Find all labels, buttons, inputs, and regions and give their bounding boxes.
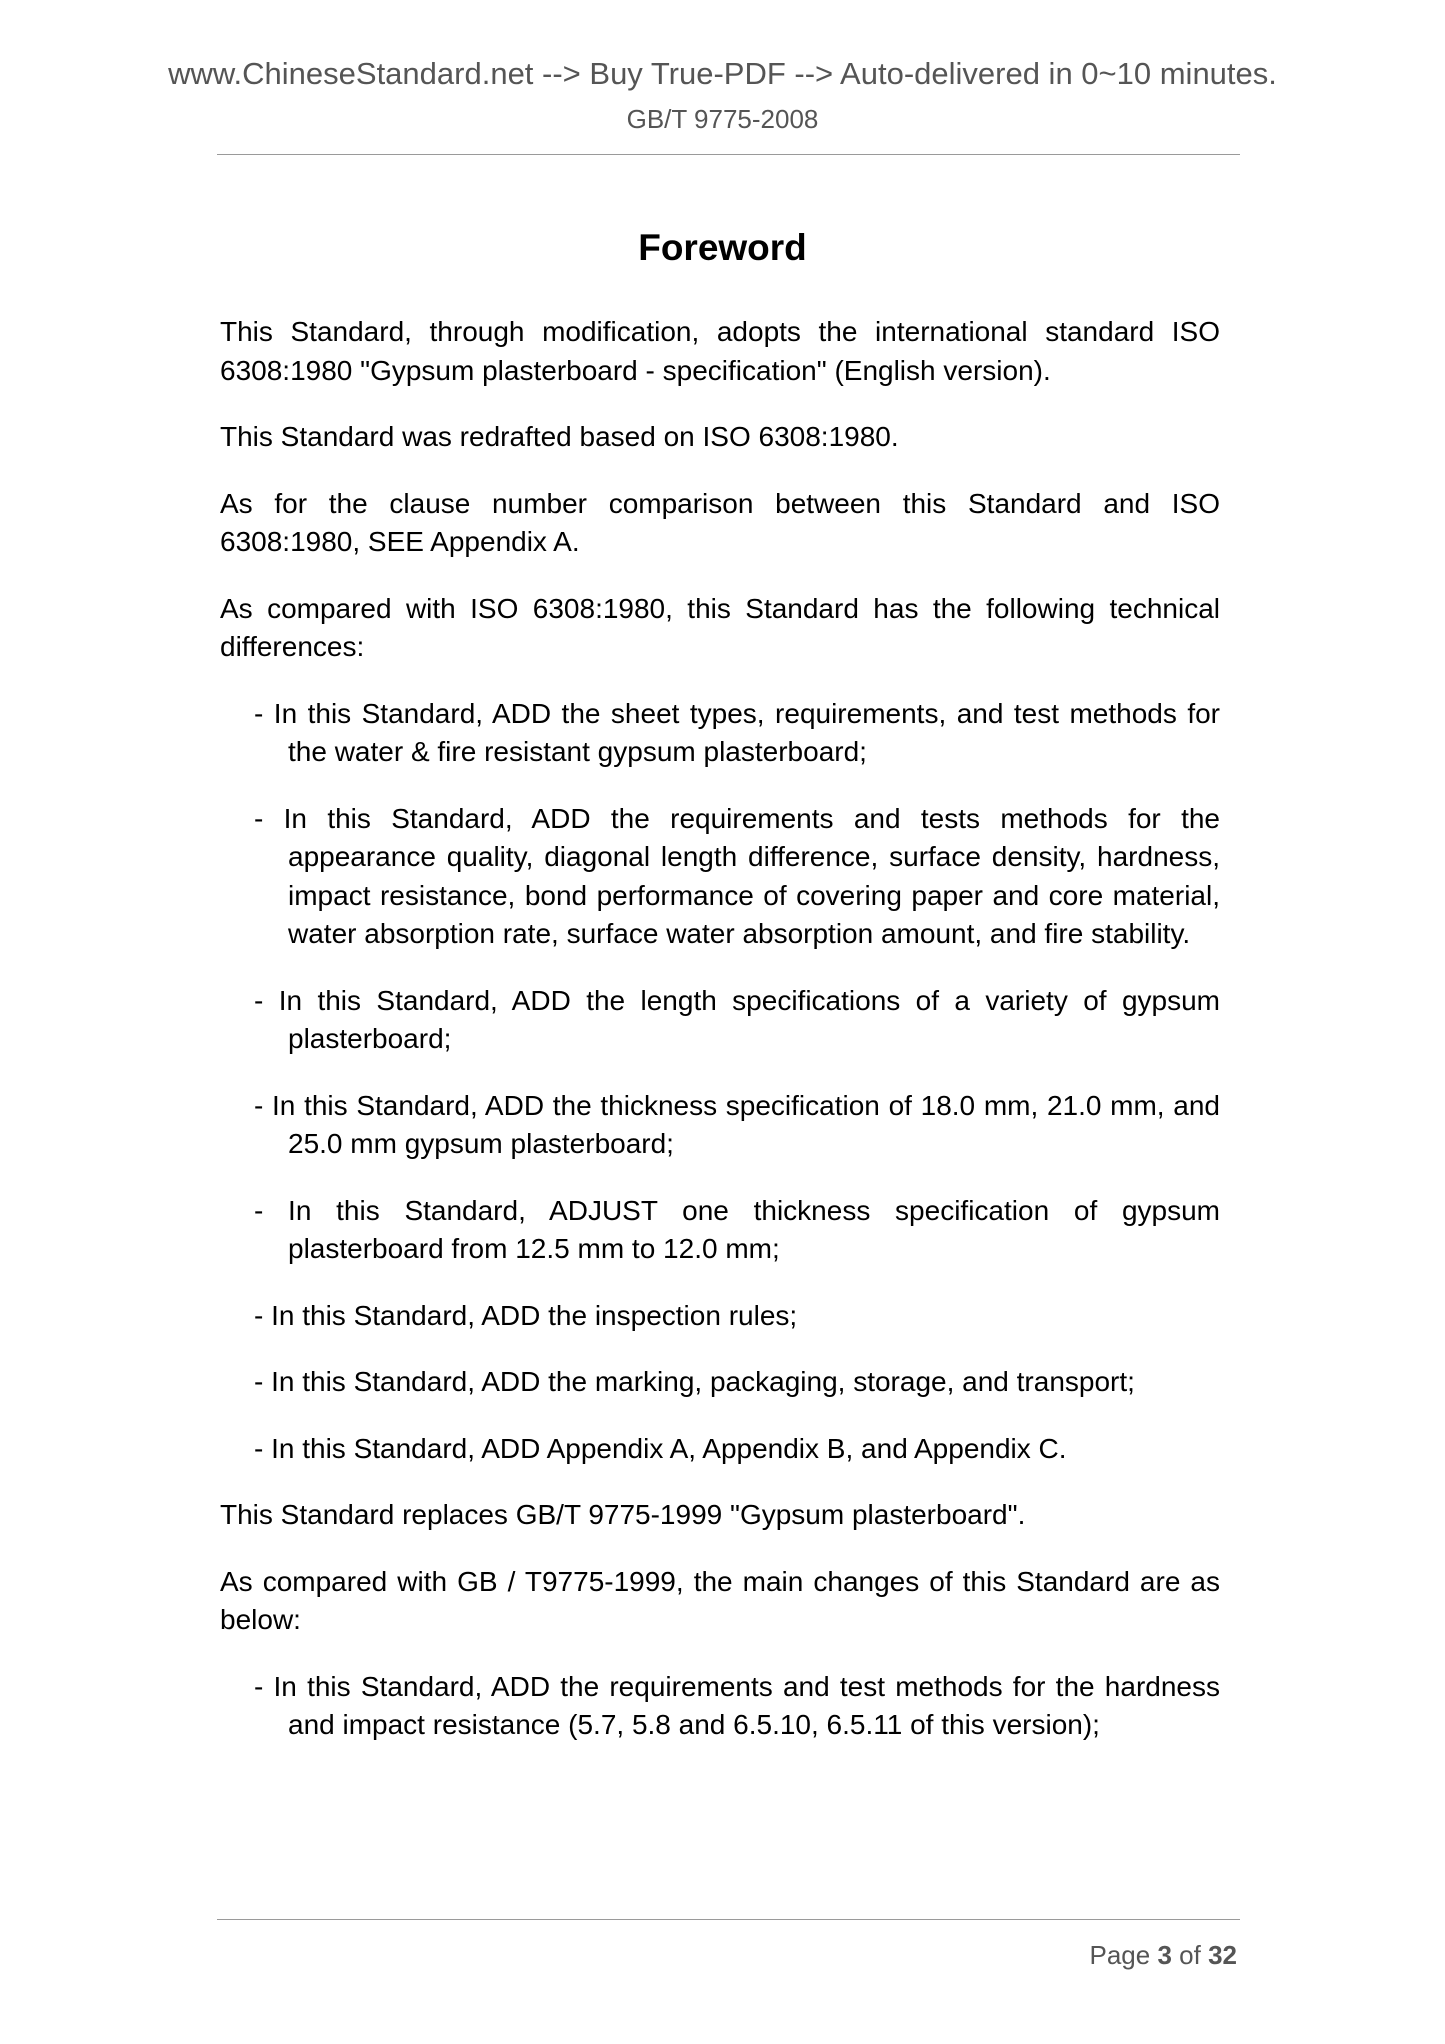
current-page: 3 — [1157, 1940, 1172, 1970]
paragraph: This Standard, through modification, adopts the international standard ISO 6308:1980 "Gypsum plasterboard - specification" (English version). — [220, 316, 1220, 386]
paragraph: This Standard was redrafted based on ISO 6308:1980. — [220, 421, 899, 452]
header-divider — [217, 154, 1240, 155]
page-label: Page — [1089, 1940, 1151, 1970]
list-item: - In this Standard, ADD the sheet types, requirements, and test methods for the water & fire resistant gypsum plasterboard; — [254, 697, 1220, 767]
paragraph: This Standard replaces GB/T 9775-1999 "Gypsum plasterboard". — [220, 1499, 1026, 1530]
paragraph: As for the clause number comparison between this Standard and ISO 6308:1980, SEE Appendix A. — [220, 487, 1220, 557]
list-item: - In this Standard, ADD the thickness specification of 18.0 mm, 21.0 mm, and 25.0 mm gypsum plasterboard; — [254, 1089, 1220, 1159]
total-pages: 32 — [1208, 1940, 1237, 1970]
list-item: - In this Standard, ADD Appendix A, Appendix B, and Appendix C. — [254, 1432, 1067, 1464]
footer-divider — [217, 1919, 1240, 1920]
standard-code: GB/T 9775-2008 — [626, 104, 819, 134]
list-item: - In this Standard, ADJUST one thickness specification of gypsum plasterboard from 12.5 mm to 12.0 mm; — [254, 1194, 1220, 1264]
list-item: - In this Standard, ADD the length specifications of a variety of gypsum plasterboard; — [254, 984, 1220, 1054]
foreword-body — [220, 313, 1220, 1773]
paragraph: As compared with ISO 6308:1980, this Standard has the following technical differences: — [220, 592, 1220, 662]
list-item: - In this Standard, ADD the requirements and tests methods for the appearance quality, diagonal length difference, surface density, hardness, impact resistance, bond performance of covering paper and core material, water absorption rate, surface water absorption amount, and fire stability. — [254, 802, 1220, 949]
header-banner: www.ChineseStandard.net --> Buy True-PDF --> Auto-delivered in 0~10 minutes. — [168, 56, 1277, 91]
page-number — [217, 1940, 1237, 1971]
paragraph: As compared with GB / T9775-1999, the main changes of this Standard are as below: — [220, 1565, 1220, 1635]
page-separator: of — [1179, 1940, 1201, 1970]
list-item: - In this Standard, ADD the inspection rules; — [254, 1299, 798, 1331]
page-title: Foreword — [638, 227, 807, 268]
list-item: - In this Standard, ADD the requirements and test methods for the hardness and impact resistance (5.7, 5.8 and 6.5.10, 6.5.11 of this version); — [254, 1670, 1220, 1740]
list-item: - In this Standard, ADD the marking, packaging, storage, and transport; — [254, 1366, 1135, 1397]
